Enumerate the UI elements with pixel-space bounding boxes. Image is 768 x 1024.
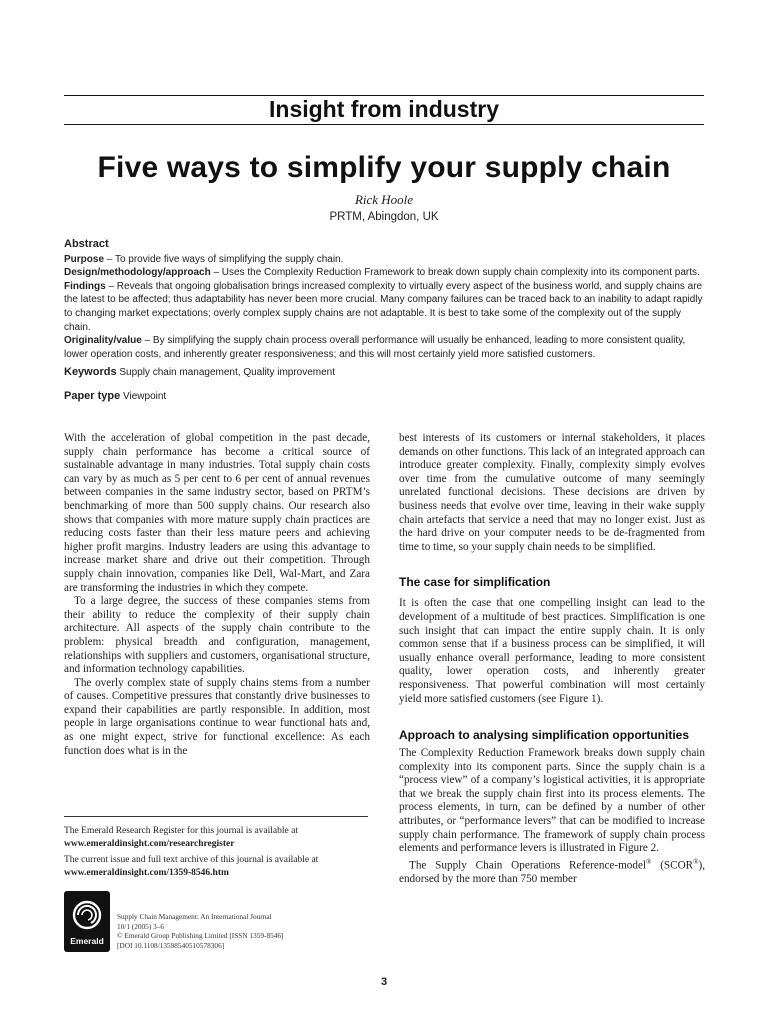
paper-title: Five ways to simplify your supply chain <box>97 151 671 184</box>
register-link[interactable]: www.emeraldinsight.com/researchregister <box>64 839 235 849</box>
body-paragraph: To a large degree, the success of these companies stems from their ability to reduce the complexity of their supply chain architecture. All aspects of the supply chain contribute to the problem: physical breadth and configuration, management, relationships with suppliers and customers, organisational structure, and information technology capabilities. <box>64 595 370 676</box>
journal-name: Supply Chain Management: An International Journal <box>117 912 272 921</box>
archive-link[interactable]: www.emeraldinsight.com/1359-8546.htm <box>64 868 229 878</box>
author: Rick Hoole <box>354 192 414 207</box>
abstract-design: Design/methodology/approach – Uses the Complexity Reduction Framework to break down supply chain complexity into its component parts. <box>64 267 700 279</box>
body-paragraph: The Supply Chain Operations Reference-model® (SCOR®), endorsed by the more than 750 member <box>399 857 706 886</box>
abstract-findings: Findings – Reveals that ongoing globalisation brings increased complexity to virtually every aspect of the business world, and supply chains are the latest to be affected; thus adaptability has never been more crucial. Many company failures can be traced back to an inability to adapt rapidly to changing market expectations; overly complex supply chains are not adaptable. It is best to take some of the complexity out of the supply chain. <box>64 280 703 333</box>
copyright: © Emerald Group Publishing Limited [ISSN 1359-8546] <box>117 931 284 941</box>
left-column <box>64 432 370 758</box>
publication-info <box>117 912 283 950</box>
right-column <box>399 432 705 887</box>
emerald-swirl-icon <box>71 898 103 932</box>
body-paragraph: The Complexity Reduction Framework breaks down supply chain complexity into its component parts. Since the supply chain is a “process view” of a company’s logistical activities, it is appropriate that we break the supply chain first into its process elements. The process elements, in turn, can be defined by a number of other attributes, or “performance levers” that can be modified to increase supply chain performance. The framework of supply chain process elements and performance levers is illustrated in Figure 2. <box>399 747 705 855</box>
footnote-rule <box>64 816 368 817</box>
body-paragraph: It is often the case that one compelling insight can lead to the development of a multitude of best practices. Simplification is one such insight that can impact the entire supply chain. It is only common sense that if a business process can be simplified, it will usually enhance overall performance, leading to more consistent quality, lower operation costs, and inherently greater responsiveness. That powerful combination will most certainly yield more satisfied customers (see Figure 1). <box>399 597 705 705</box>
body-paragraph: With the acceleration of global competition in the past decade, supply chain performance has become a critical source of sustainable advantage in many industries. Total supply chain costs can vary by as much as 5 per cent to 6 per cent of annual revenues between companies in the same industry sector, based on PRTM’s benchmarking of more than 500 supply chains. Our research also shows that companies with more mature supply chain practices are reducing costs faster than their less mature peers and achieving higher profit margins. Industry leaders are using this advantage to increase market share and drive out their competition. Through supply chain innovation, companies like Dell, Wal-Mart, and Zara are transforming the industries in which they compete. <box>64 432 370 594</box>
bottom-rule <box>64 124 704 125</box>
section-heading: Insight from industry <box>269 96 499 122</box>
logo-text: Emerald <box>70 936 104 946</box>
keywords: Keywords Supply chain management, Quality improvement <box>64 366 336 378</box>
abstract-purpose: Purpose – To provide five ways of simplifying the supply chain. <box>64 253 344 265</box>
body-paragraph: best interests of its customers or internal stakeholders, it places demands on other functions. This lack of an integrated approach can introduce greater complexity. Finally, complexity simply evolves over time from the cumulative outcome of many seemingly unrelated functional decisions. These decisions are driven by business needs that evolve over time, leaving in their wake supply chain artefacts that service a need that may no longer exist. Just as the hard drive on your computer needs to be de-fragmented from time to time, so your supply chain needs to be simplified. <box>399 432 705 553</box>
section-heading-case: The case for simplification <box>399 575 551 590</box>
volume: 10/1 (2005) 3–6 <box>117 921 165 931</box>
paper-type: Paper type Viewpoint <box>64 390 167 402</box>
abstract <box>64 238 706 361</box>
page-number: 3 <box>380 976 388 988</box>
doi: [DOI 10.1108/13598540510578306] <box>117 940 225 950</box>
abstract-heading: Abstract <box>64 238 109 250</box>
register-note: The Emerald Research Register for this journal is available at www.emeraldinsight.com/researchregister <box>64 826 298 849</box>
abstract-originality: Originality/value – By simplifying the supply chain process overall performance will usually be enhanced, leading to more consistent quality, lower operation costs, and inherently greater responsiveness; and this will most certainly yield more satisfied customers. <box>64 335 686 360</box>
affiliation: PRTM, Abingdon, UK <box>329 211 439 223</box>
section-heading-approach: Approach to analysing simplification opportunities <box>399 728 690 743</box>
body-paragraph: The overly complex state of supply chains stems from a number of causes. Competitive pressures that constantly drive businesses to expand their capabilities are partly responsible. In addition, most people in large organisations continue to wear functional hats and, as one might expect, strive for functional excellence: As each function does what is in the <box>64 676 370 757</box>
archive-note: The current issue and full text archive of this journal is available at www.emeraldinsight.com/1359-8546.htm <box>64 855 319 878</box>
emerald-logo <box>64 891 110 952</box>
